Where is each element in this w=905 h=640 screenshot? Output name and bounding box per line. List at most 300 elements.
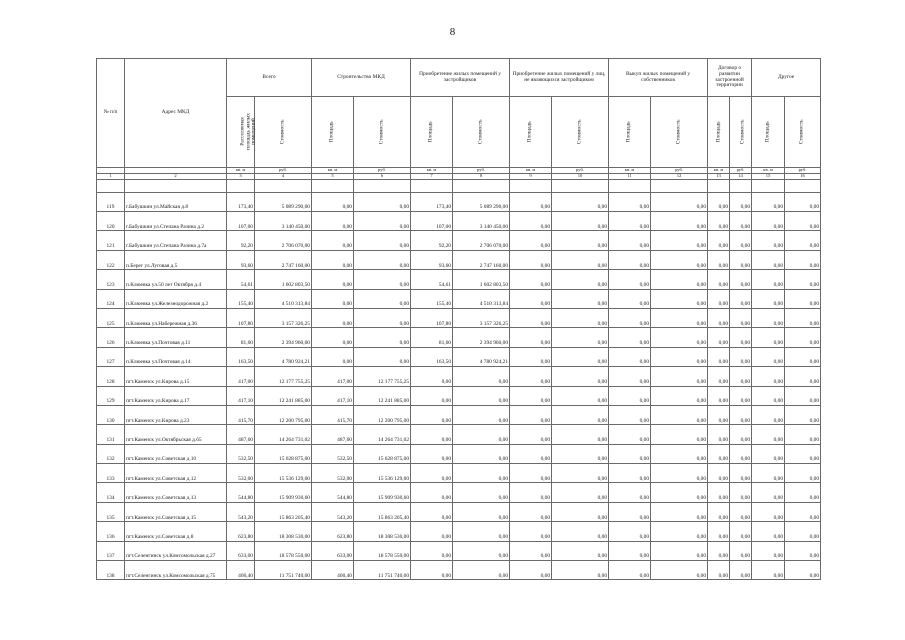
row-value: 0,00	[510, 444, 552, 463]
row-value: 0,00	[453, 367, 510, 386]
column-number: 7	[411, 173, 453, 179]
row-number: 131	[97, 425, 125, 444]
row-value: 0,00	[609, 250, 651, 269]
row-address: п.Клюевка ул.Набережная д.36	[125, 308, 227, 327]
row-value: 0,00	[785, 328, 821, 347]
column-number: 2	[125, 173, 227, 179]
row-value: 0,00	[730, 250, 752, 269]
row-value: 15 628 875,00	[255, 444, 312, 463]
row-value: 0,00	[785, 270, 821, 289]
row-value: 0,00	[708, 250, 730, 269]
row-value: 0,00	[730, 405, 752, 424]
row-value: 0,00	[354, 328, 411, 347]
row-value: 0,00	[708, 347, 730, 366]
row-value: 163,50	[227, 347, 255, 366]
row-value: 0,00	[708, 231, 730, 250]
row-value: 0,00	[510, 308, 552, 327]
unit-cell: руб.	[453, 168, 510, 174]
row-value: 107,00	[227, 212, 255, 231]
row-address: г.Бабушкин ул.Степана Разина д.7а	[125, 231, 227, 250]
row-address: п.Берег ул.Луговая д.5	[125, 250, 227, 269]
row-address: пгт.Каменск ул.Октябрьская д.65	[125, 425, 227, 444]
column-number: 15	[752, 173, 785, 179]
row-value: 0,00	[510, 541, 552, 560]
row-value: 0,00	[312, 347, 354, 366]
header-group-buyout-owners: Выкуп жилых помещений у собственников	[609, 59, 708, 97]
column-number: 10	[552, 173, 609, 179]
unit-cell: кв. м	[752, 168, 785, 174]
row-value: 0,00	[411, 522, 453, 541]
row-value: 0,00	[312, 231, 354, 250]
column-number: 13	[708, 173, 730, 179]
row-value: 2 706 070,00	[255, 231, 312, 250]
row-value: 0,00	[312, 308, 354, 327]
row-value: 0,00	[708, 502, 730, 521]
row-value: 0,00	[651, 250, 708, 269]
row-value: 0,00	[708, 386, 730, 405]
row-value: 0,00	[354, 250, 411, 269]
row-value: 0,00	[708, 192, 730, 211]
table-row	[97, 308, 821, 327]
row-value: 543,20	[227, 502, 255, 521]
unit-cell: кв. м	[227, 168, 255, 174]
row-value: 107,80	[411, 308, 453, 327]
row-value: 0,00	[552, 483, 609, 502]
row-number: 132	[97, 444, 125, 463]
header-group-purchase-non-developers: Приобретение жилых помещений у лиц, не являющихся застройщиком	[510, 59, 609, 97]
row-number: 138	[97, 561, 125, 580]
row-value: 18 308 530,00	[354, 522, 411, 541]
row-address: пгт.Каменск ул.Советская д.12	[125, 464, 227, 483]
row-value: 417,10	[312, 386, 354, 405]
row-value: 0,00	[552, 425, 609, 444]
row-value: 12 241 885,00	[255, 386, 312, 405]
row-value: 0,00	[708, 425, 730, 444]
header-group-purchase-developers: Приобретение жилых помещений у застройщиков	[411, 59, 510, 97]
unit-cell: руб.	[354, 168, 411, 174]
row-value: 5 089 290,00	[255, 192, 312, 211]
table-row	[97, 250, 821, 269]
row-value: 0,00	[609, 425, 651, 444]
row-value: 0,00	[785, 541, 821, 560]
unit-cell: кв. м	[708, 168, 730, 174]
header-group-other: Другое	[752, 59, 821, 97]
row-value: 0,00	[752, 425, 785, 444]
table-row	[97, 444, 821, 463]
column-number: 12	[651, 173, 708, 179]
column-number: 4	[255, 173, 312, 179]
row-value: 0,00	[609, 444, 651, 463]
row-value: 0,00	[510, 561, 552, 580]
row-number: 137	[97, 541, 125, 560]
row-number: 120	[97, 212, 125, 231]
row-value: 0,00	[785, 347, 821, 366]
table-row	[97, 212, 821, 231]
row-value: 0,00	[354, 347, 411, 366]
row-value: 0,00	[730, 522, 752, 541]
row-value: 0,00	[510, 464, 552, 483]
unit-cell: руб.	[651, 168, 708, 174]
row-value: 633,00	[312, 541, 354, 560]
row-value: 0,00	[708, 405, 730, 424]
row-value: 415,70	[312, 405, 354, 424]
row-value: 0,00	[651, 464, 708, 483]
column-number: 16	[785, 173, 821, 179]
header-no: № п/п	[97, 59, 125, 168]
row-value: 0,00	[708, 464, 730, 483]
row-value: 0,00	[708, 308, 730, 327]
row-value: 0,00	[411, 367, 453, 386]
row-value: 4 510 313,84	[255, 289, 312, 308]
row-value: 0,00	[354, 231, 411, 250]
row-value: 0,00	[510, 289, 552, 308]
header-group-total: Всего	[227, 59, 312, 97]
row-value: 15 536 129,00	[354, 464, 411, 483]
table-row	[97, 464, 821, 483]
row-number: 124	[97, 289, 125, 308]
row-number: 121	[97, 231, 125, 250]
row-value: 0,00	[510, 192, 552, 211]
row-value: 0,00	[609, 212, 651, 231]
row-value: 0,00	[453, 483, 510, 502]
row-value: 2 747 160,00	[453, 250, 510, 269]
header-cost: Стоимость	[798, 119, 805, 145]
header-cost: Стоимость	[279, 119, 286, 145]
row-value: 0,00	[609, 502, 651, 521]
row-value: 0,00	[312, 328, 354, 347]
row-value: 0,00	[609, 347, 651, 366]
column-number: 1	[97, 173, 125, 179]
row-value: 0,00	[453, 502, 510, 521]
table-row	[97, 502, 821, 521]
row-value: 81,60	[411, 328, 453, 347]
row-value: 0,00	[552, 192, 609, 211]
header-area: Площадь	[764, 121, 771, 143]
row-value: 0,00	[752, 561, 785, 580]
unit-cell: руб.	[730, 168, 752, 174]
row-value: 12 200 795,00	[255, 405, 312, 424]
unit-cell: руб.	[552, 168, 609, 174]
unit-cell: руб.	[785, 168, 821, 174]
row-value: 0,00	[785, 367, 821, 386]
header-area: Площадь	[625, 121, 632, 143]
row-value: 0,00	[651, 270, 708, 289]
row-value: 2 747 160,00	[255, 250, 312, 269]
row-value: 0,00	[785, 405, 821, 424]
row-value: 0,00	[609, 289, 651, 308]
row-value: 0,00	[708, 483, 730, 502]
column-number: 3	[227, 173, 255, 179]
row-value: 0,00	[730, 328, 752, 347]
row-value: 417,10	[227, 386, 255, 405]
row-number: 123	[97, 270, 125, 289]
row-value: 0,00	[730, 386, 752, 405]
header-area: Площадь	[715, 121, 722, 143]
row-value: 163,50	[411, 347, 453, 366]
row-value: 0,00	[730, 308, 752, 327]
row-value: 0,00	[609, 328, 651, 347]
table-row	[97, 541, 821, 560]
spacer-row	[97, 179, 821, 192]
row-number: 135	[97, 502, 125, 521]
row-value: 0,00	[453, 561, 510, 580]
row-value: 0,00	[752, 347, 785, 366]
row-value: 0,00	[651, 522, 708, 541]
row-value: 11 751 740,00	[354, 561, 411, 580]
row-value: 0,00	[510, 250, 552, 269]
row-value: 0,00	[752, 270, 785, 289]
row-value: 0,00	[609, 405, 651, 424]
row-value: 0,00	[651, 502, 708, 521]
row-value: 623,80	[227, 522, 255, 541]
row-value: 0,00	[730, 231, 752, 250]
row-value: 0,00	[730, 347, 752, 366]
row-value: 0,00	[785, 308, 821, 327]
row-value: 0,00	[785, 212, 821, 231]
resettlement-table	[96, 58, 821, 580]
row-value: 0,00	[411, 386, 453, 405]
row-value: 0,00	[510, 231, 552, 250]
row-value: 5 089 290,00	[453, 192, 510, 211]
row-value: 0,00	[730, 425, 752, 444]
row-value: 543,20	[312, 502, 354, 521]
row-value: 12 241 885,00	[354, 386, 411, 405]
header-cost: Стоимость	[378, 119, 385, 145]
row-value: 0,00	[411, 483, 453, 502]
row-value: 15 628 875,00	[354, 444, 411, 463]
row-value: 0,00	[651, 347, 708, 366]
row-value: 0,00	[752, 444, 785, 463]
table-row	[97, 328, 821, 347]
row-value: 0,00	[708, 367, 730, 386]
row-value: 0,00	[752, 308, 785, 327]
row-value: 0,00	[552, 561, 609, 580]
row-value: 0,00	[708, 522, 730, 541]
row-value: 54,61	[411, 270, 453, 289]
row-value: 14 264 731,02	[354, 425, 411, 444]
row-value: 0,00	[510, 270, 552, 289]
row-value: 0,00	[752, 367, 785, 386]
row-value: 0,00	[510, 405, 552, 424]
row-value: 0,00	[752, 231, 785, 250]
row-address: г.Бабушкин ул.Степана Разина д.2	[125, 212, 227, 231]
row-address: пгт.Селенгинск ул.Комсомольская д.75	[125, 561, 227, 580]
row-value: 0,00	[552, 367, 609, 386]
row-value: 0,00	[730, 192, 752, 211]
row-value: 0,00	[708, 561, 730, 580]
row-value: 4 780 924,21	[453, 347, 510, 366]
row-value: 487,60	[227, 425, 255, 444]
row-value: 0,00	[785, 425, 821, 444]
row-value: 92,20	[227, 231, 255, 250]
row-value: 0,00	[411, 444, 453, 463]
table-row	[97, 347, 821, 366]
row-value: 0,00	[785, 289, 821, 308]
row-number: 119	[97, 192, 125, 211]
row-value: 93,60	[227, 250, 255, 269]
row-value: 173,40	[227, 192, 255, 211]
row-address: п.Клюевка ул.Почтовая д.11	[125, 328, 227, 347]
row-value: 0,00	[354, 212, 411, 231]
row-value: 173,40	[411, 192, 453, 211]
row-address: пгт.Каменск ул.Кирова д.23	[125, 405, 227, 424]
row-value: 155,40	[227, 289, 255, 308]
header-group-construction: Строительство МКД	[312, 59, 411, 97]
table-row	[97, 483, 821, 502]
row-value: 0,00	[552, 405, 609, 424]
unit-cell: руб.	[255, 168, 312, 174]
row-value: 0,00	[609, 522, 651, 541]
row-number: 133	[97, 464, 125, 483]
row-value: 4 780 924,21	[255, 347, 312, 366]
row-value: 0,00	[730, 502, 752, 521]
row-value: 0,00	[752, 250, 785, 269]
row-address: п.Клюевка ул.Почтовая д.14	[125, 347, 227, 366]
unit-cell: кв. м	[609, 168, 651, 174]
row-value: 0,00	[609, 386, 651, 405]
row-value: 0,00	[552, 502, 609, 521]
row-value: 0,00	[510, 483, 552, 502]
row-value: 0,00	[510, 425, 552, 444]
row-address: пгт.Каменск ул.Кирова д.15	[125, 367, 227, 386]
row-value: 0,00	[411, 502, 453, 521]
row-value: 0,00	[609, 464, 651, 483]
row-value: 2 394 960,00	[255, 328, 312, 347]
row-value: 0,00	[510, 367, 552, 386]
table-row	[97, 289, 821, 308]
row-value: 0,00	[552, 444, 609, 463]
row-value: 0,00	[312, 192, 354, 211]
row-value: 487,60	[312, 425, 354, 444]
row-value: 532,00	[312, 464, 354, 483]
row-value: 0,00	[609, 192, 651, 211]
table-row	[97, 270, 821, 289]
row-address: пгт.Каменск ул.Кирова д.17	[125, 386, 227, 405]
row-value: 0,00	[552, 289, 609, 308]
row-value: 0,00	[651, 308, 708, 327]
row-value: 0,00	[552, 386, 609, 405]
header-cost: Стоимость	[576, 119, 583, 145]
row-value: 1 602 803,50	[255, 270, 312, 289]
row-value: 0,00	[785, 192, 821, 211]
row-value: 0,00	[752, 328, 785, 347]
row-value: 0,00	[730, 444, 752, 463]
row-value: 4 510 313,84	[453, 289, 510, 308]
row-value: 0,00	[453, 405, 510, 424]
unit-cell: кв. м	[411, 168, 453, 174]
row-address: пгт.Селенгинск ул.Комсомольская д.27	[125, 541, 227, 560]
row-value: 0,00	[708, 270, 730, 289]
row-address: п.Клюевка ул.Железнодорожная д.2	[125, 289, 227, 308]
row-value: 54,61	[227, 270, 255, 289]
row-value: 0,00	[651, 328, 708, 347]
column-number: 5	[312, 173, 354, 179]
row-value: 0,00	[730, 270, 752, 289]
row-value: 0,00	[785, 502, 821, 521]
row-value: 0,00	[752, 464, 785, 483]
row-value: 0,00	[510, 502, 552, 521]
row-value: 0,00	[730, 541, 752, 560]
row-value: 2 706 070,00	[453, 231, 510, 250]
row-value: 0,00	[752, 541, 785, 560]
row-value: 0,00	[651, 367, 708, 386]
row-value: 0,00	[609, 541, 651, 560]
header-area: Площадь	[427, 121, 434, 143]
row-value: 0,00	[453, 386, 510, 405]
row-value: 107,00	[411, 212, 453, 231]
column-number: 8	[453, 173, 510, 179]
header-cost: Стоимость	[739, 119, 746, 145]
row-value: 12 177 755,25	[255, 367, 312, 386]
row-value: 0,00	[453, 464, 510, 483]
column-number: 6	[354, 173, 411, 179]
row-value: 0,00	[730, 212, 752, 231]
row-value: 0,00	[354, 192, 411, 211]
row-value: 0,00	[785, 522, 821, 541]
row-value: 0,00	[552, 231, 609, 250]
row-value: 0,00	[708, 444, 730, 463]
row-value: 0,00	[411, 425, 453, 444]
row-value: 0,00	[609, 483, 651, 502]
row-value: 0,00	[651, 541, 708, 560]
row-value: 0,00	[453, 522, 510, 541]
row-value: 155,40	[411, 289, 453, 308]
row-value: 0,00	[752, 386, 785, 405]
row-value: 532,50	[312, 444, 354, 463]
row-value: 417,00	[227, 367, 255, 386]
header-address: Адрес МКД	[125, 59, 227, 168]
row-value: 93,60	[411, 250, 453, 269]
row-number: 136	[97, 522, 125, 541]
row-value: 0,00	[312, 212, 354, 231]
row-value: 11 751 740,00	[255, 561, 312, 580]
row-value: 0,00	[651, 231, 708, 250]
row-value: 0,00	[552, 250, 609, 269]
row-value: 2 394 960,00	[453, 328, 510, 347]
row-address: п.Клюевка ул.50 лет Октября д.4	[125, 270, 227, 289]
header-cost: Стоимость	[675, 119, 682, 145]
row-value: 92,20	[411, 231, 453, 250]
row-value: 0,00	[552, 308, 609, 327]
row-value: 0,00	[752, 483, 785, 502]
row-address: пгт.Каменск ул.Советская д.15	[125, 502, 227, 521]
row-address: г.Бабушкин ул.Майская д.8	[125, 192, 227, 211]
row-value: 532,50	[227, 444, 255, 463]
table-body	[97, 179, 821, 580]
row-value: 0,00	[609, 561, 651, 580]
row-value: 0,00	[651, 405, 708, 424]
row-number: 134	[97, 483, 125, 502]
row-value: 0,00	[752, 502, 785, 521]
row-value: 0,00	[609, 270, 651, 289]
row-value: 0,00	[411, 464, 453, 483]
row-value: 0,00	[785, 231, 821, 250]
table-row	[97, 367, 821, 386]
row-value: 0,00	[312, 289, 354, 308]
row-value: 0,00	[510, 386, 552, 405]
row-value: 15 909 930,60	[255, 483, 312, 502]
row-value: 0,00	[651, 212, 708, 231]
row-value: 0,00	[752, 212, 785, 231]
row-value: 0,00	[552, 347, 609, 366]
row-value: 0,00	[453, 425, 510, 444]
row-number: 128	[97, 367, 125, 386]
row-value: 0,00	[552, 212, 609, 231]
row-value: 0,00	[453, 541, 510, 560]
row-value: 18 578 550,00	[255, 541, 312, 560]
row-value: 0,00	[312, 250, 354, 269]
row-address: пгт.Каменск ул.Советская д.13	[125, 483, 227, 502]
